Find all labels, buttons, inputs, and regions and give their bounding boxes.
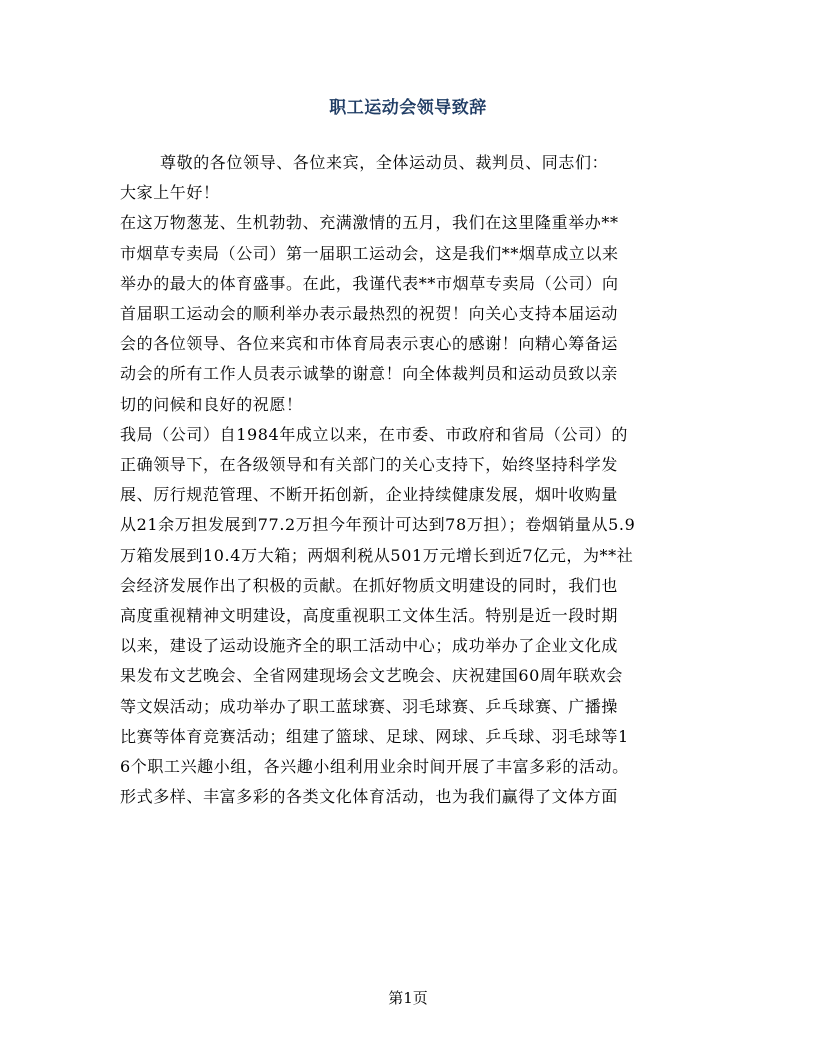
- body-line: 高度重视精神文明建设，高度重视职工文体生活。特别是近一段时期: [120, 606, 619, 626]
- body-line: 我局（公司）自1984年成立以来，在市委、市政府和省局（公司）的: [120, 424, 628, 444]
- body-line: 形式多样、丰富多彩的各类文化体育活动，也为我们赢得了文体方面: [120, 787, 619, 807]
- greeting-line: 大家上午好！: [120, 183, 220, 203]
- document-title: 职工运动会领导致辞: [329, 98, 487, 118]
- page-number: 第1页: [388, 989, 428, 1007]
- body-line: 会的各位领导、各位来宾和市体育局表示衷心的感谢！向精心筹备运: [120, 334, 619, 354]
- body-line: 正确领导下，在各级领导和有关部门的关心支持下，始终坚持科学发: [120, 455, 619, 475]
- body-line: 等文娱活动；成功举办了职工蓝球赛、羽毛球赛、乒乓球赛、广播操: [120, 696, 619, 716]
- body-line: 在这万物葱茏、生机勃勃、充满激情的五月，我们在这里隆重举办**: [120, 213, 619, 233]
- body-line: 首届职工运动会的顺利举办表示最热烈的祝贺！向关心支持本届运动: [120, 304, 619, 324]
- body-line: 会经济发展作出了积极的贡献。在抓好物质文明建设的同时，我们也: [120, 575, 619, 595]
- body-line: 举办的最大的体育盛事。在此，我谨代表**市烟草专卖局（公司）向: [120, 273, 619, 293]
- body-line: 以来，建设了运动设施齐全的职工活动中心；成功举办了企业文化成: [120, 636, 619, 656]
- body-line: 切的问候和良好的祝愿！: [120, 394, 303, 414]
- body-line: 展、厉行规范管理、不断开拓创新，企业持续健康发展，烟叶收购量: [120, 485, 619, 505]
- body-line: 果发布文艺晚会、全省网建现场会文艺晚会、庆祝建国60周年联欢会: [120, 666, 623, 686]
- salutation-line: 尊敬的各位领导、各位来宾，全体运动员、裁判员、同志们：: [160, 153, 609, 172]
- body-line: 6个职工兴趣小组，各兴趣小组利用业余时间开展了丰富多彩的活动。: [120, 757, 629, 777]
- document-body: [120, 148, 686, 812]
- body-line: 万箱发展到10.4万大箱；两烟利税从501万元增长到近7亿元，为**社: [120, 545, 634, 565]
- body-line: 动会的所有工作人员表示诚挚的谢意！向全体裁判员和运动员致以亲: [120, 364, 619, 384]
- body-line: 市烟草专卖局（公司）第一届职工运动会，这是我们**烟草成立以来: [120, 243, 619, 263]
- body-line: 比赛等体育竞赛活动；组建了篮球、足球、网球、乒乓球、羽毛球等1: [120, 726, 629, 746]
- body-line: 从21余万担发展到77.2万担今年预计可达到78万担）；卷烟销量从5.9: [120, 515, 636, 535]
